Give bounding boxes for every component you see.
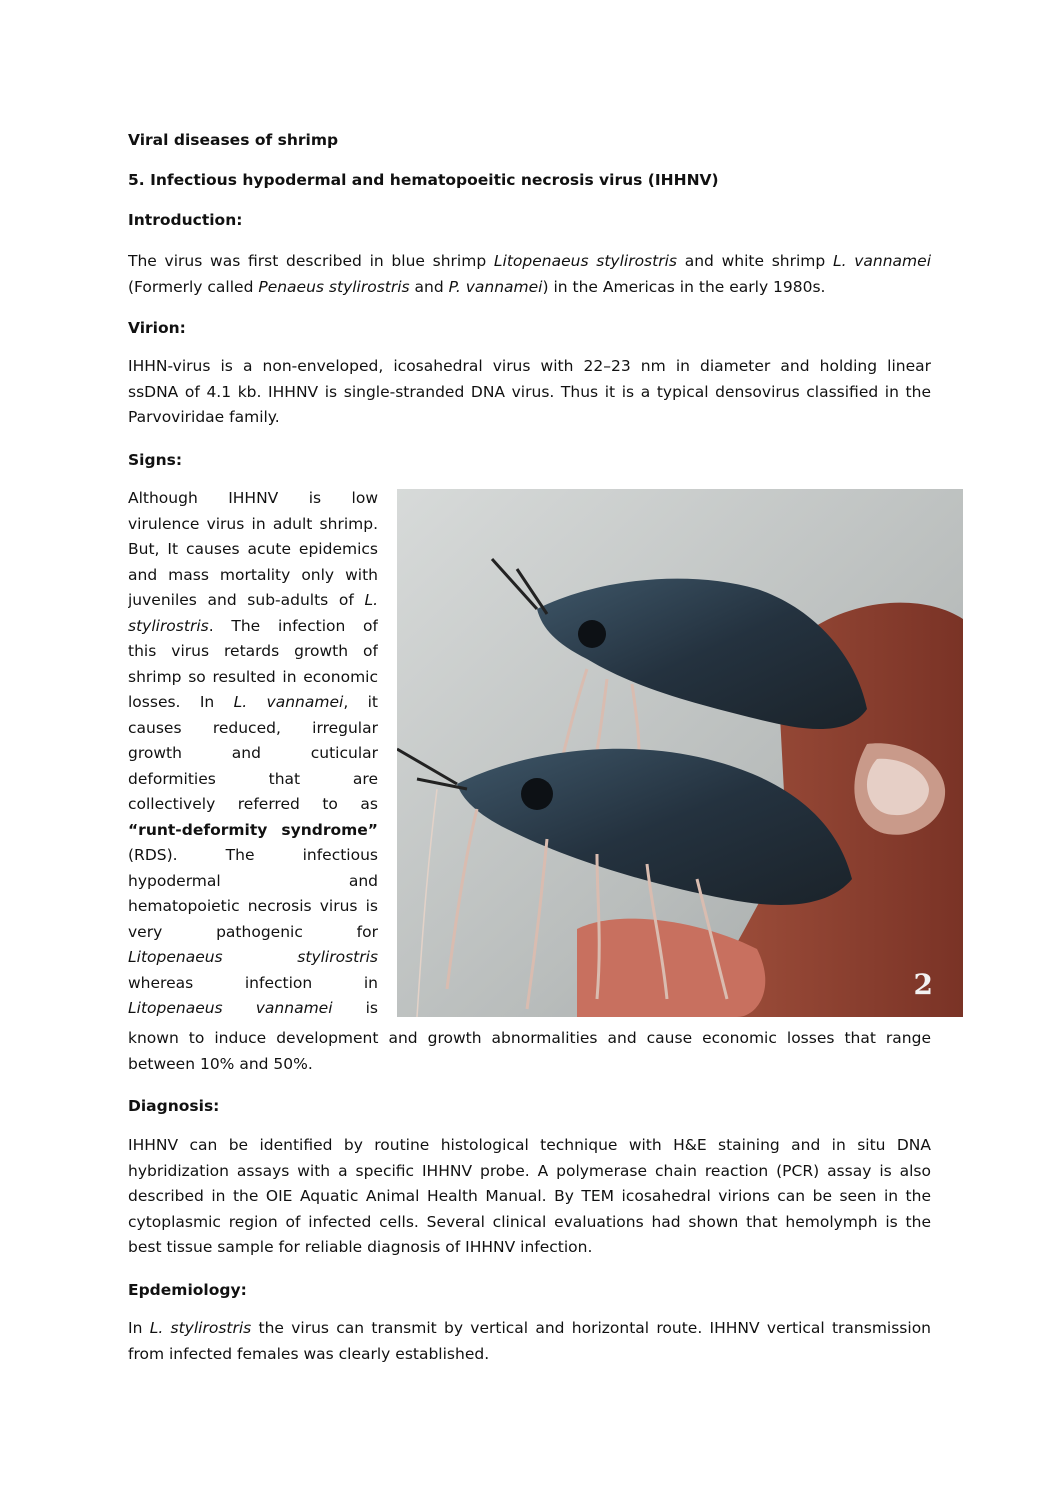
diagnosis-paragraph (128, 1133, 931, 1261)
introduction-paragraph (128, 249, 931, 300)
intro-line-2: (Formerly called Penaeus stylirostris and P. vannamei) in the Americas in the early 1980s. (128, 277, 826, 296)
virion-heading: Virion: (128, 319, 186, 337)
signs-line: shrimp so resulted in economic (128, 667, 378, 686)
signs-line: this virus retards growth of (128, 642, 378, 660)
diagnosis-line-2: hybridization assays with a specific IHHNV probe. A polymerase chain reaction (PCR) assay is also (128, 1161, 931, 1180)
document-title: Viral diseases of shrimp (128, 131, 339, 149)
epidemiology-heading: Epdemiology: (128, 1281, 247, 1299)
diagnosis-line-5: best tissue sample for reliable diagnosis of IHHNV infection. (128, 1238, 593, 1256)
upper-shrimp-eye (578, 620, 606, 648)
intro-line-1: The virus was first described in blue shrimp Litopenaeus stylirostris and white shrimp L. vannamei (128, 252, 931, 270)
virion-line-3: Parvoviridae family. (128, 408, 280, 426)
epidemiology-paragraph (128, 1316, 931, 1367)
signs-line: juveniles and sub-adults of L. (128, 591, 378, 609)
signs-column (128, 486, 378, 1022)
signs-line: losses. In L. vannamei, it (128, 693, 378, 711)
signs-line: virulence virus in adult shrimp. (128, 514, 378, 533)
diagnosis-heading: Diagnosis: (128, 1097, 220, 1115)
figure-number: 2 (913, 968, 933, 1001)
diagnosis-line-3: described in the OIE Aquatic Animal Health Manual. By TEM icosahedral virions can be seen in the (128, 1187, 931, 1205)
signs-line: (RDS). The infectious (128, 846, 378, 864)
signs-after-line-2: between 10% and 50%. (128, 1054, 313, 1073)
signs-line: growth and cuticular (128, 744, 378, 762)
diagnosis-line-4: cytoplasmic region of infected cells. Several clinical evaluations had shown that hemolymph is the (128, 1212, 931, 1231)
signs-line: hematopoietic necrosis virus is (128, 897, 378, 915)
signs-line-bold: “runt-deformity syndrome” (128, 820, 378, 839)
epidemiology-line-2: from infected females was clearly established. (128, 1344, 490, 1363)
signs-after-line-1: known to induce development and growth abnormalities and cause economic losses that range (128, 1029, 931, 1047)
virion-paragraph (128, 354, 931, 431)
diagnosis-line-1: IHHNV can be identified by routine histological technique with H&E staining and in situ DNA (128, 1136, 931, 1154)
shrimp-illustration (397, 489, 963, 1017)
signs-line: and mass mortality only with (128, 565, 378, 584)
virion-line-2: ssDNA of 4.1 kb. IHHNV is single-stranded DNA virus. Thus it is a typical densovirus classified in the (128, 382, 931, 401)
signs-line: causes reduced, irregular (128, 718, 378, 737)
shrimp-photo (397, 489, 963, 1017)
signs-line: Litopenaeus stylirostris (128, 948, 378, 966)
signs-heading: Signs: (128, 451, 183, 469)
signs-line: Although IHHNV is low (128, 489, 378, 507)
signs-line: whereas infection in (128, 973, 378, 992)
introduction-heading: Introduction: (128, 211, 243, 229)
virion-line-1: IHHN-virus is a non-enveloped, icosahedral virus with 22–23 nm in diameter and holding linear (128, 357, 931, 375)
epidemiology-line-1: In L. stylirostris the virus can transmit by vertical and horizontal route. IHHNV vertical transmission (128, 1319, 931, 1337)
chapter-heading: 5. Infectious hypodermal and hematopoeitic necrosis virus (IHHNV) (128, 171, 719, 189)
signs-line: deformities that are (128, 769, 378, 788)
signs-line: Litopenaeus vannamei is (128, 999, 378, 1017)
signs-continuation (128, 1026, 931, 1077)
signs-line: hypodermal and (128, 871, 378, 890)
signs-line: very pathogenic for (128, 922, 378, 941)
signs-line: collectively referred to as (128, 795, 378, 813)
lower-shrimp-eye (521, 778, 553, 810)
signs-line: stylirostris. The infection of (128, 616, 378, 635)
signs-line: But, It causes acute epidemics (128, 540, 378, 558)
